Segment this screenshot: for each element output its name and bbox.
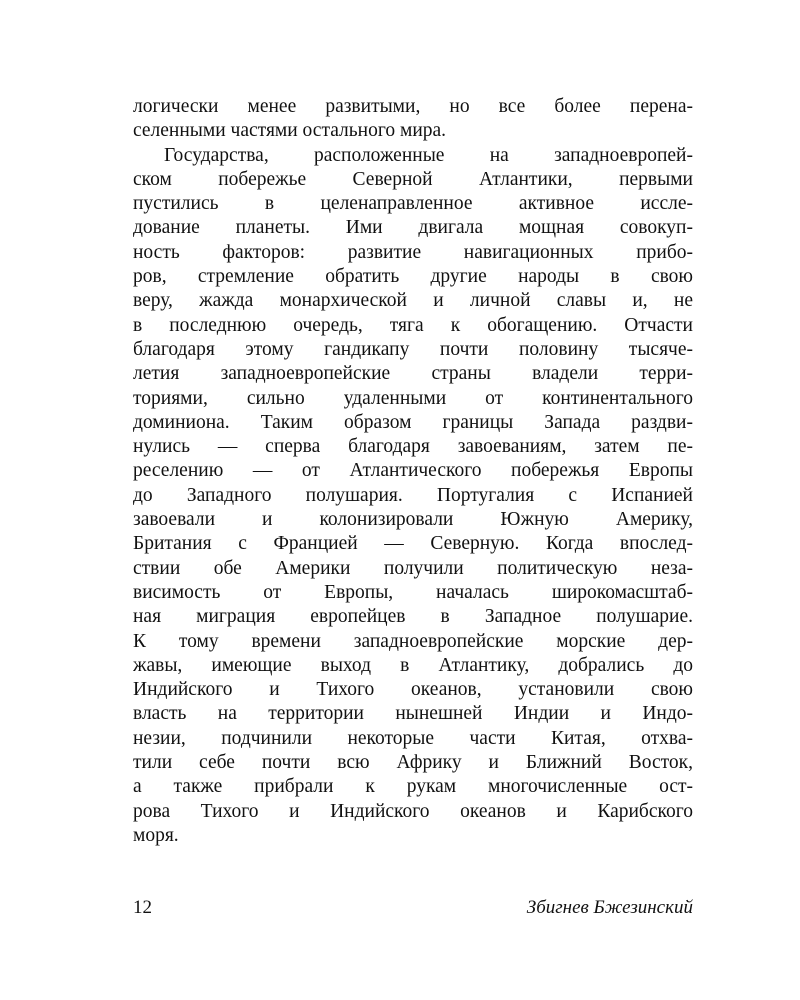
text-line: благодаря этому гандикапу почти половину тысяче- (133, 338, 693, 360)
text-line: Государства, расположенные на западноевропей- (164, 144, 693, 166)
text-line: завоевали и колонизировали Южную Америку, (133, 509, 693, 531)
text-line: ров, стремление обратить другие народы в свою (133, 266, 693, 288)
text-line: нулись — сперва благодаря завоеваниям, затем пе- (133, 436, 693, 458)
text-line: веру, жажда монархической и личной славы и, не (133, 290, 693, 312)
text-line: ториями, сильно удаленными от континентального (133, 387, 693, 409)
text-line: в последнюю очередь, тяга к обогащению. Отчасти (133, 314, 693, 336)
page-footer (133, 895, 693, 921)
text-line: пустились в целенаправленное активное иссле- (133, 193, 693, 215)
text-line: ствии обе Америки получили политическую неза- (133, 557, 693, 579)
text-line: реселению — от Атлантического побережья Европы (133, 460, 693, 482)
text-line: моря. (133, 824, 179, 846)
text-line: селенными частями остального мира. (133, 120, 447, 142)
text-line: висимость от Европы, началась широкомасштаб- (133, 581, 693, 603)
text-line: тили себе почти всю Африку и Ближний Восток, (133, 752, 693, 774)
text-line: власть на территории нынешней Индии и Индо- (133, 703, 693, 725)
text-line: дование планеты. Ими двигала мощная совокуп- (133, 217, 693, 239)
text-line: рова Тихого и Индийского океанов и Карибского (133, 800, 693, 822)
text-line: доминиона. Таким образом границы Запада раздви- (133, 411, 693, 433)
text-line: ная миграция европейцев в Западное полушарие. (133, 606, 693, 628)
text-line: ском побережье Северной Атлантики, первыми (133, 168, 693, 190)
body-text (133, 95, 693, 848)
text-line: Индийского и Тихого океанов, установили свою (133, 679, 693, 701)
running-author: Збигнев Бжезинский (526, 897, 693, 918)
text-line: а также прибрали к рукам многочисленные ост- (133, 776, 693, 798)
text-line: логически менее развитыми, но все более перена- (133, 96, 693, 117)
text-line: Британия с Францией — Северную. Когда впослед- (133, 533, 693, 555)
text-line: летия западноевропейские страны владели терри- (133, 363, 693, 385)
text-line: ность факторов: развитие навигационных прибо- (133, 241, 693, 263)
page-number: 12 (133, 897, 152, 918)
text-line: К тому времени западноевропейские морские дер- (133, 630, 693, 652)
text-line: до Западного полушария. Португалия с Испанией (133, 484, 693, 506)
text-line: незии, подчинили некоторые части Китая, отхва- (133, 727, 693, 749)
text-line: жавы, имеющие выход в Атлантику, добрались до (133, 654, 693, 676)
